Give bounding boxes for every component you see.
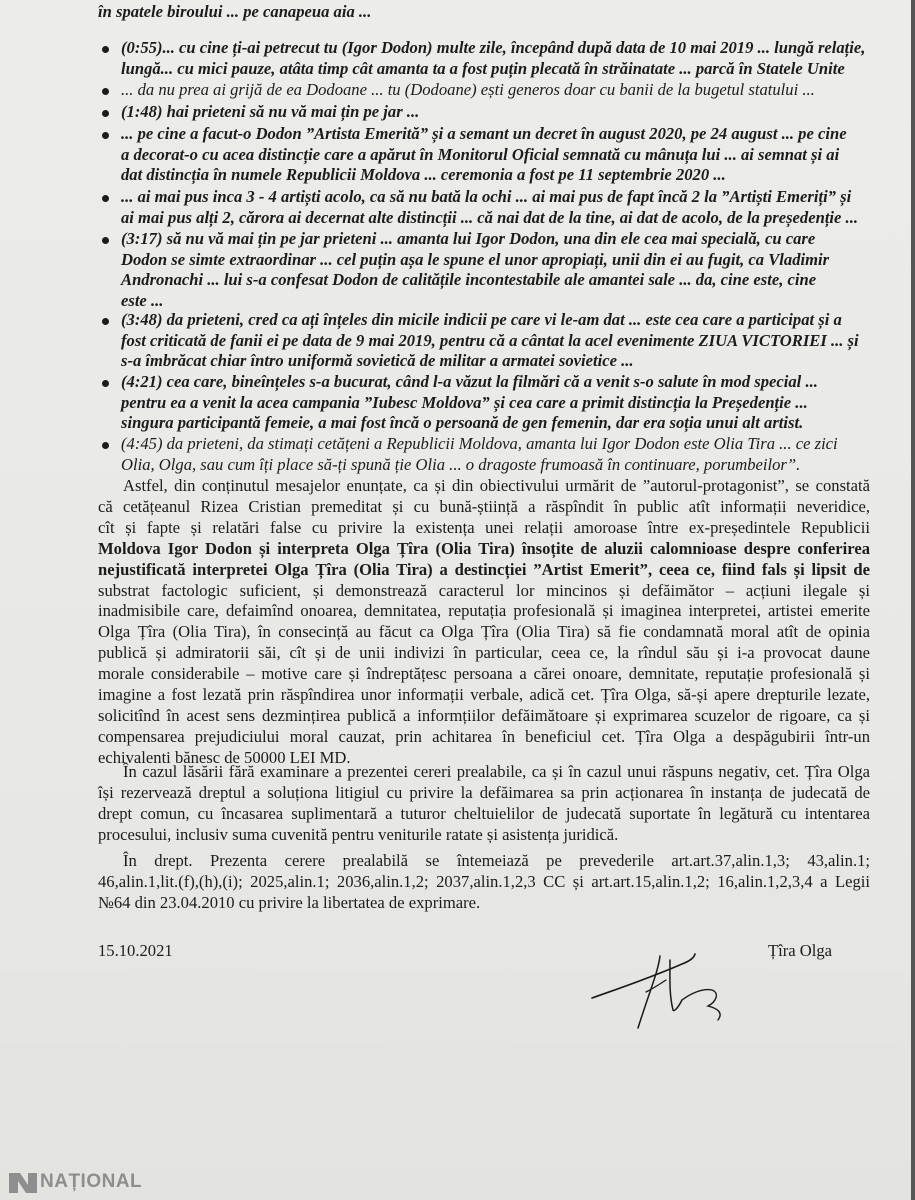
text-line: a decorat-o cu acea distincție care a apărut în Monitorul Oficial semnată cu mânuța lui ... ai semnat și ai <box>121 144 840 164</box>
bullet-item <box>121 372 873 434</box>
bullet-item <box>121 229 873 311</box>
screen-edge <box>911 0 915 1200</box>
bullet-item <box>121 80 873 101</box>
text-line: s-a îmbrăcat chiar întro uniformă sovietică de militar a armatei sovietice ... <box>121 351 634 370</box>
bullet-icon <box>102 237 109 244</box>
text-line: În drept. Prezenta cerere prealabilă se întemeiază pe prevederile art.art.37,alin.1,3; 43,alin.1; <box>123 851 870 870</box>
text-line: (4:21) cea care, bineînțeles s-a bucurat, când l-a văzut la filmări că a venit s-o salute în mod special ... <box>121 372 818 391</box>
text-line: (0:55)... cu cine ți-ai petrecut tu (Igor Dodon) multe zile, începând după data de 10 mai 2019 ... lungă relație, <box>121 38 866 57</box>
watermark-logo <box>6 1168 142 1196</box>
text-line: că cetățeanul Rizea Cristian premeditat și cu bună-știință a răspîndit în public atît informații neveridice, <box>98 496 870 516</box>
watermark-text: NAȚIONAL <box>40 1171 143 1192</box>
text-line: În cazul lăsării fără examinare a prezentei cereri prealabile, ca și în cazul unui răspuns negativ, cet. Țîra Olga <box>123 762 870 781</box>
text-line: Andronachi ... lui s-a confesat Dodon de calitățile incontestabile ale amantei sale ... da, cine este, cine <box>121 270 817 289</box>
text-line: singura participantă femeie, a mai fost încă o persoană de gen femenin, dar era soția unui alt artist. <box>121 413 804 432</box>
signature-image <box>590 950 740 1045</box>
text-line: pentru ea a venit la acea campania ”Iubesc Moldova” și cea care a primit distincția la Președenție ... <box>121 392 808 412</box>
text-line: Moldova Igor Dodon și interpreta Olga Țîra (Olia Tira) însoțite de aluzii calomnioase despre conferirea <box>98 538 870 558</box>
text-line: (1:48) hai prieteni să nu vă mai țin pe jar ... <box>121 102 420 121</box>
text-line: (4:45) da prieteni, da stimați cetățeni a Republicii Moldova, amanta lui Igor Dodon este Olia Tira ... ce zici <box>121 434 838 453</box>
document-date: 15.10.2021 <box>98 941 173 960</box>
text-line: Olga Țîra (Olia Tira), în consecință au făcut ca Olga Țîra (Olia Tira) să fie condamnată moral atît de opinia <box>98 622 870 642</box>
text-line: (3:48) da prieteni, cred ca ați înțeles din micile indicii pe care vi le-am dat ... este cea care a participat și a <box>121 310 842 329</box>
bullet-icon <box>102 195 109 202</box>
text-line: nejustificată interpretei Olga Țîra (Olia Tira) a destincției ”Artist Emerit”, ceea ce, fiind fals și lipsit de <box>98 559 870 579</box>
text-line: în spatele biroului ... pe canapeua aia ... <box>98 2 372 21</box>
text-line: compensarea prejudiciului moral cauzat, prin achitarea în beneficiul cet. Țîra Olga a despăgubirii într-un <box>98 726 870 746</box>
text-line: Dodon se simte extraordinar ... cel puțin așa le spune el unor apropiați, unii din ei au fugit, ca Vladimir <box>121 249 830 269</box>
text-line: își rezervează dreptul a soluționa litigiul cu privire la defăimarea sa prin acționarea în instanța de judecată de <box>98 782 870 802</box>
text-line: cît și fapte și relatări false cu privire la existența unei relații amoroase între ex-președintele Republicii <box>98 517 870 537</box>
text-line: publică și admiratorii săi, cît și de unii indivizi în particular, ceea ce, la rîndul său și i-a provocat daune <box>98 643 870 663</box>
text-line: ... pe cine a facut-o Dodon ”Artista Emerită” și a semant un decret în august 2020, pe 24 august ... pe cine <box>121 124 847 143</box>
text-line: substrat factologic suficient, și demonstrează caracterul lor mincinos și defăimător – acțiuni ilegale și <box>98 580 870 600</box>
text-line: lungă... cu mici pauze, atâta timp cât amanta ta a fost puțin plecată în străinatate ... parcă în Statele Unite <box>121 58 845 78</box>
text-line: inadmisibile care, defaimînd onoarea, demnitatea, reputația profesională și imaginea interpretei, artistei emerite <box>98 601 870 621</box>
bullet-icon <box>102 88 109 95</box>
bullet-icon <box>102 132 109 139</box>
text-line: este ... <box>121 290 164 310</box>
text-line: №64 din 23.04.2010 cu privire la libertatea de exprimare. <box>98 892 481 912</box>
text-line: Astfel, din conținutul mesajelor enunțate, ca și din obiectivului urmărit de ”autorul-protagonist”, se constată <box>123 476 870 495</box>
bullet-item <box>121 124 873 186</box>
paragraph-legal-basis <box>98 851 870 914</box>
bullet-icon <box>102 110 109 117</box>
bullet-icon <box>102 380 109 387</box>
paragraph-reservation <box>98 762 870 846</box>
text-line: (3:17) să nu vă mai țin pe jar prieteni ... amanta lui Igor Dodon, una din ele cea mai specială, cu care <box>121 229 816 248</box>
bullet-icon <box>102 46 109 53</box>
text-line: echivalenti bănesc de 50000 LEI MD. <box>98 747 351 767</box>
bullet-item <box>121 434 873 475</box>
bullet-item <box>121 310 873 372</box>
text-line: ai mai pus alți 2, cărora ai decernat alte distincții ... că nai dat de la tine, ai dat de acolo, de la președenție ... <box>121 207 858 227</box>
text-line: drept comun, cu încasarea suplimentară a tuturor cheltuielilor de judecată suportate în legătură cu intentarea <box>98 803 870 823</box>
bullet-item <box>121 38 873 79</box>
text-line: ... da nu prea ai grijă de ea Dodoane ... tu (Dodoane) ești generos doar cu banii de la bugetul statului ... <box>121 80 815 99</box>
text-line: imagine a fost lezată prin răspîndirea unor informații verbale, adică cet. Țîra Olga, să-și apere drepturile lezate, <box>98 685 870 705</box>
text-line: Olia, Olga, sau cum îți place să-ți spună ție Olia ... o dragoste frumoasă în continuare, porumbeilor”. <box>121 454 801 474</box>
text-line: ... ai mai pus inca 3 - 4 artiști acolo, ca să nu bată la ochi ... ai mai pus de fapt încă 2 la ”Artiști Emeriți” și <box>121 187 852 206</box>
text-line: solicitînd în acest sens dezmințirea publică a informțiilor defăimătoare și exprimarea scuzelor de rigoare, ca și <box>98 705 870 725</box>
text-line: dat distincția în numele Republicii Moldova ... ceremonia a fost pe 11 septembrie 2020 ... <box>121 165 726 184</box>
n-logo-icon <box>6 1169 40 1195</box>
paragraph-conclusion <box>98 476 870 769</box>
text-line: 46,alin.1,lit.(f),(h),(i); 2025,alin.1; 2036,alin.1,2; 2037,alin.1,2,3 CC și art.art.15,alin.1,2; 16,alin.1,2,3,4 a Legii <box>98 871 870 891</box>
bullet-item <box>121 102 873 123</box>
bullet-icon <box>102 318 109 325</box>
text-line: fost criticată de fanii ei pe data de 9 mai 2019, pentru că a cântat la acel evenimente ZIUA VICTORIEI ... și <box>121 330 859 350</box>
text-line: procesului, inclusiv suma cuvenită pentru veniturile ratate și asistența juridică. <box>98 824 619 844</box>
bullet-icon <box>102 442 109 449</box>
signer-name: Țîra Olga <box>768 941 833 960</box>
bullet-item <box>121 187 873 228</box>
text-line: morale considerabile – motive care și îndreptățesc persoana a cărei onoare, demnitate, reputație profesională și <box>98 664 870 684</box>
